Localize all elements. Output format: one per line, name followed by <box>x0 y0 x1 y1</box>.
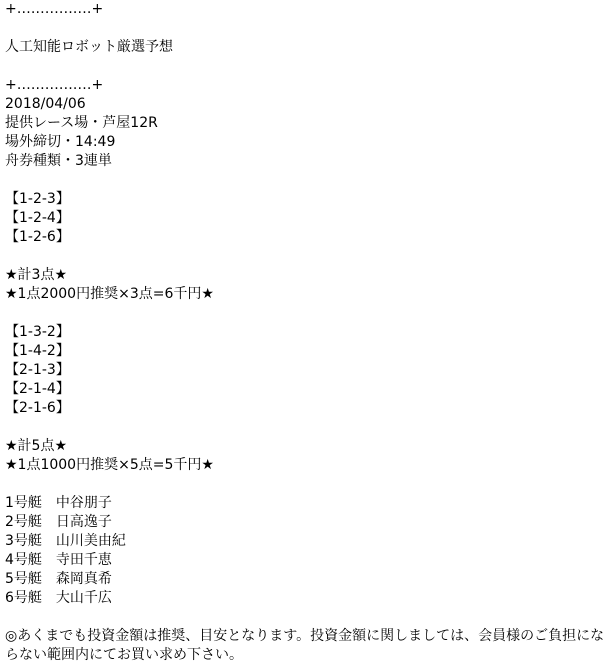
investment-note: ◎あくまでも投資金額は推奨、目安となります。投資金額に関しましては、会員様のご負担にならない範囲内にてお買い求め下さい。 <box>5 628 605 663</box>
spacer <box>5 247 605 266</box>
group-recommendation: ★1点1000円推奨×5点=5千円★ <box>5 457 214 473</box>
ticket-type: 舟券種類・3連単 <box>5 153 112 169</box>
group-total: ★計5点★ <box>5 438 68 454</box>
combo-item: 【1-2-3】 <box>5 191 70 207</box>
combo-item: 【1-4-2】 <box>5 343 70 359</box>
race-date: 2018/04/06 <box>5 96 86 112</box>
mid-border: +‥‥‥‥‥‥‥‥+ <box>5 77 104 93</box>
combo-item: 【1-2-6】 <box>5 229 70 245</box>
combo-item: 【2-1-6】 <box>5 400 70 416</box>
combo-item: 【1-3-2】 <box>5 324 70 340</box>
combo-item: 【2-1-4】 <box>5 381 70 397</box>
racer-entry: 6号艇 大山千広 <box>5 590 112 606</box>
combo-item: 【1-2-4】 <box>5 210 70 226</box>
group-recommendation: ★1点2000円推奨×3点=6千円★ <box>5 286 214 302</box>
spacer <box>5 608 605 627</box>
spacer <box>5 19 605 38</box>
mail-body <box>5 0 605 665</box>
racer-entry: 1号艇 中谷朋子 <box>5 495 112 511</box>
spacer <box>5 57 605 76</box>
race-deadline: 場外締切・14:49 <box>5 134 116 150</box>
mail-title: 人工知能ロボット厳選予想 <box>5 39 173 55</box>
racer-entry: 3号艇 山川美由紀 <box>5 533 126 549</box>
group-total: ★計3点★ <box>5 267 68 283</box>
spacer <box>5 418 605 437</box>
race-venue: 提供レース場・芦屋12R <box>5 115 158 131</box>
combo-item: 【2-1-3】 <box>5 362 70 378</box>
racer-entry: 4号艇 寺田千恵 <box>5 552 112 568</box>
spacer <box>5 171 605 190</box>
spacer <box>5 475 605 494</box>
racer-entry: 5号艇 森岡真希 <box>5 571 112 587</box>
spacer <box>5 304 605 323</box>
racer-entry: 2号艇 日高逸子 <box>5 514 112 530</box>
top-border: +‥‥‥‥‥‥‥‥+ <box>5 1 104 17</box>
